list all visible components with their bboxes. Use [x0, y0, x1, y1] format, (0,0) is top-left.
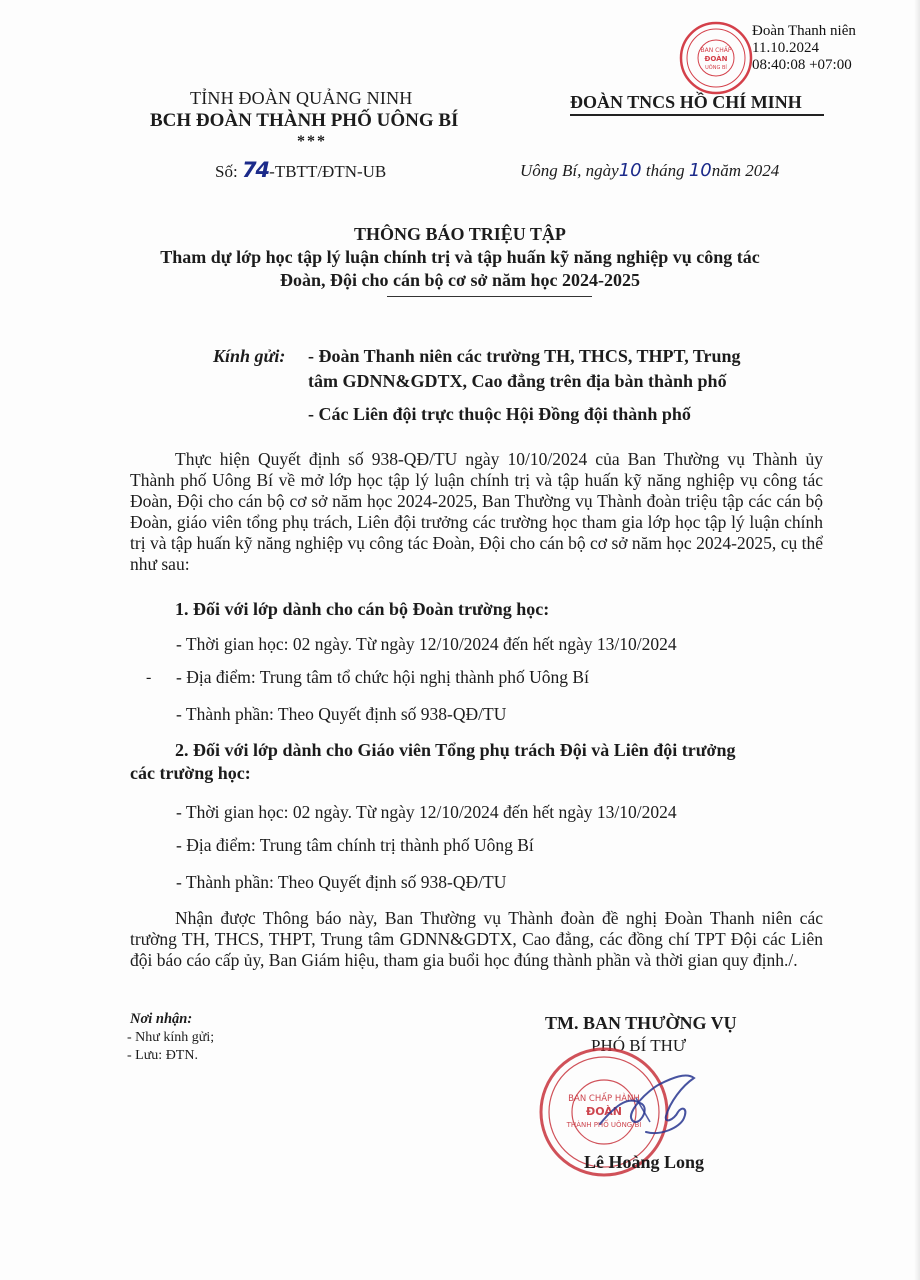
document-date	[520, 160, 779, 181]
handwritten-signature-icon	[590, 1062, 720, 1152]
document-subtitle-line-2: Đoàn, Đội cho cán bộ cơ sở năm học 2024-2025	[280, 270, 640, 290]
org-line-1: TỈNH ĐOÀN QUẢNG NINH	[190, 88, 413, 108]
number-handwritten: 74	[241, 158, 270, 182]
document-number	[215, 158, 386, 182]
section-1-heading: 1. Đối với lớp dành cho cán bộ Đoàn trường học:	[175, 599, 550, 619]
digital-signature-name: Đoàn Thanh niên	[752, 23, 856, 39]
number-suffix: -TBTT/ĐTN-UB	[269, 162, 387, 181]
org-line-2: BCH ĐOÀN THÀNH PHỐ UÔNG BÍ	[150, 110, 459, 131]
recipient-line-1: - Đoàn Thanh niên các trường TH, THCS, THPT, Trung	[308, 346, 741, 366]
margin-mark: -	[146, 669, 152, 686]
recipients-label: Kính gửi:	[213, 346, 286, 366]
seal-text-1: BAN CHẤP HÀNH	[568, 1094, 640, 1104]
seal-text-2: ĐOÀN	[586, 1105, 622, 1118]
closing-paragraph: Nhận được Thông báo này, Ban Thường vụ Thành đoàn đề nghị Đoàn Thanh niên các trường TH, THCS, THPT, Trung tâm GDNN&GDTX, Cao đẳng, các đồng chí TPT Đội các Liên đội báo cáo cấp ủy, Ban Giám hiệu, tham gia buổi học đúng thành phần và thời gian quy định./.	[130, 908, 823, 970]
distribution-item-2: - Lưu: ĐTN.	[127, 1048, 198, 1063]
seal-text-3: THÀNH PHỐ UÔNG BÍ	[566, 1121, 642, 1129]
union-name: ĐOÀN TNCS HỒ CHÍ MINH	[570, 92, 802, 112]
signature-on-behalf: TM. BAN THƯỜNG VỤ	[545, 1013, 737, 1033]
title-underline	[387, 296, 592, 297]
digital-signature-time: 08:40:08 +07:00	[752, 57, 852, 73]
signature-position: PHÓ BÍ THƯ	[591, 1036, 687, 1055]
section-2-heading-line-1: 2. Đối với lớp dành cho Giáo viên Tổng phụ trách Đội và Liên đội trưởng	[175, 740, 736, 760]
date-month-label: tháng	[645, 161, 685, 180]
date-month: 10	[688, 160, 712, 181]
section-1-place: - Địa điểm: Trung tâm tổ chức hội nghị thành phố Uông Bí	[176, 667, 589, 687]
date-year: năm 2024	[711, 161, 780, 180]
number-prefix: Số:	[215, 162, 242, 181]
section-2-place: - Địa điểm: Trung tâm chính trị thành phố Uông Bí	[176, 835, 534, 855]
digital-signature-date: 11.10.2024	[752, 40, 819, 56]
org-stars: ***	[297, 133, 327, 150]
section-1-time: - Thời gian học: 02 ngày. Từ ngày 12/10/2024 đến hết ngày 13/10/2024	[176, 634, 677, 654]
digital-signature-seal-icon	[678, 20, 754, 96]
svg-text:ĐOÀN: ĐOÀN	[704, 55, 728, 63]
digital-signature-info	[752, 23, 856, 74]
signer-name: Lê Hoàng Long	[584, 1152, 705, 1172]
section-2-members: - Thành phần: Theo Quyết định số 938-QĐ/TU	[176, 872, 507, 892]
section-2-time: - Thời gian học: 02 ngày. Từ ngày 12/10/2024 đến hết ngày 13/10/2024	[176, 802, 677, 822]
svg-text:BAN CHẤP: BAN CHẤP	[700, 47, 732, 54]
date-day: 10	[618, 160, 642, 181]
svg-text:UÔNG BÍ: UÔNG BÍ	[705, 65, 727, 71]
section-2-heading-line-2: các trường học:	[130, 763, 251, 783]
section-1-members: - Thành phần: Theo Quyết định số 938-QĐ/TU	[176, 704, 507, 724]
distribution-item-1: - Như kính gửi;	[127, 1030, 215, 1045]
date-prefix: Uông Bí, ngày	[520, 161, 619, 180]
union-name-underline	[570, 114, 824, 116]
document-title: THÔNG BÁO TRIỆU TẬP	[354, 224, 566, 244]
intro-paragraph: Thực hiện Quyết định số 938-QĐ/TU ngày 10/10/2024 của Ban Thường vụ Thành ủy Thành phố Uông Bí về mở lớp học tập lý luận chính trị và tập huấn kỹ năng nghiệp vụ công tác Đoàn, Đội cho cán bộ cơ sở năm học 2024-2025, Ban Thường vụ Thành đoàn triệu tập các cán bộ Đoàn, giáo viên tổng phụ trách, Liên đội trưởng các trường học tham gia lớp học tập lý luận chính trị và tập huấn kỹ năng nghiệp vụ công tác Đoàn, Đội cho cán bộ cơ sở năm học 2024-2025, cụ thể như sau:	[130, 449, 823, 574]
recipient-line-2: tâm GDNN&GDTX, Cao đẳng trên địa bàn thành phố	[308, 371, 727, 391]
recipient-line-3: - Các Liên đội trực thuộc Hội Đồng đội thành phố	[308, 404, 691, 424]
page-edge-shadow	[914, 0, 920, 1280]
document-subtitle-line-1: Tham dự lớp học tập lý luận chính trị và tập huấn kỹ năng nghiệp vụ công tác	[160, 247, 760, 267]
distribution-title: Nơi nhận:	[130, 1011, 193, 1027]
